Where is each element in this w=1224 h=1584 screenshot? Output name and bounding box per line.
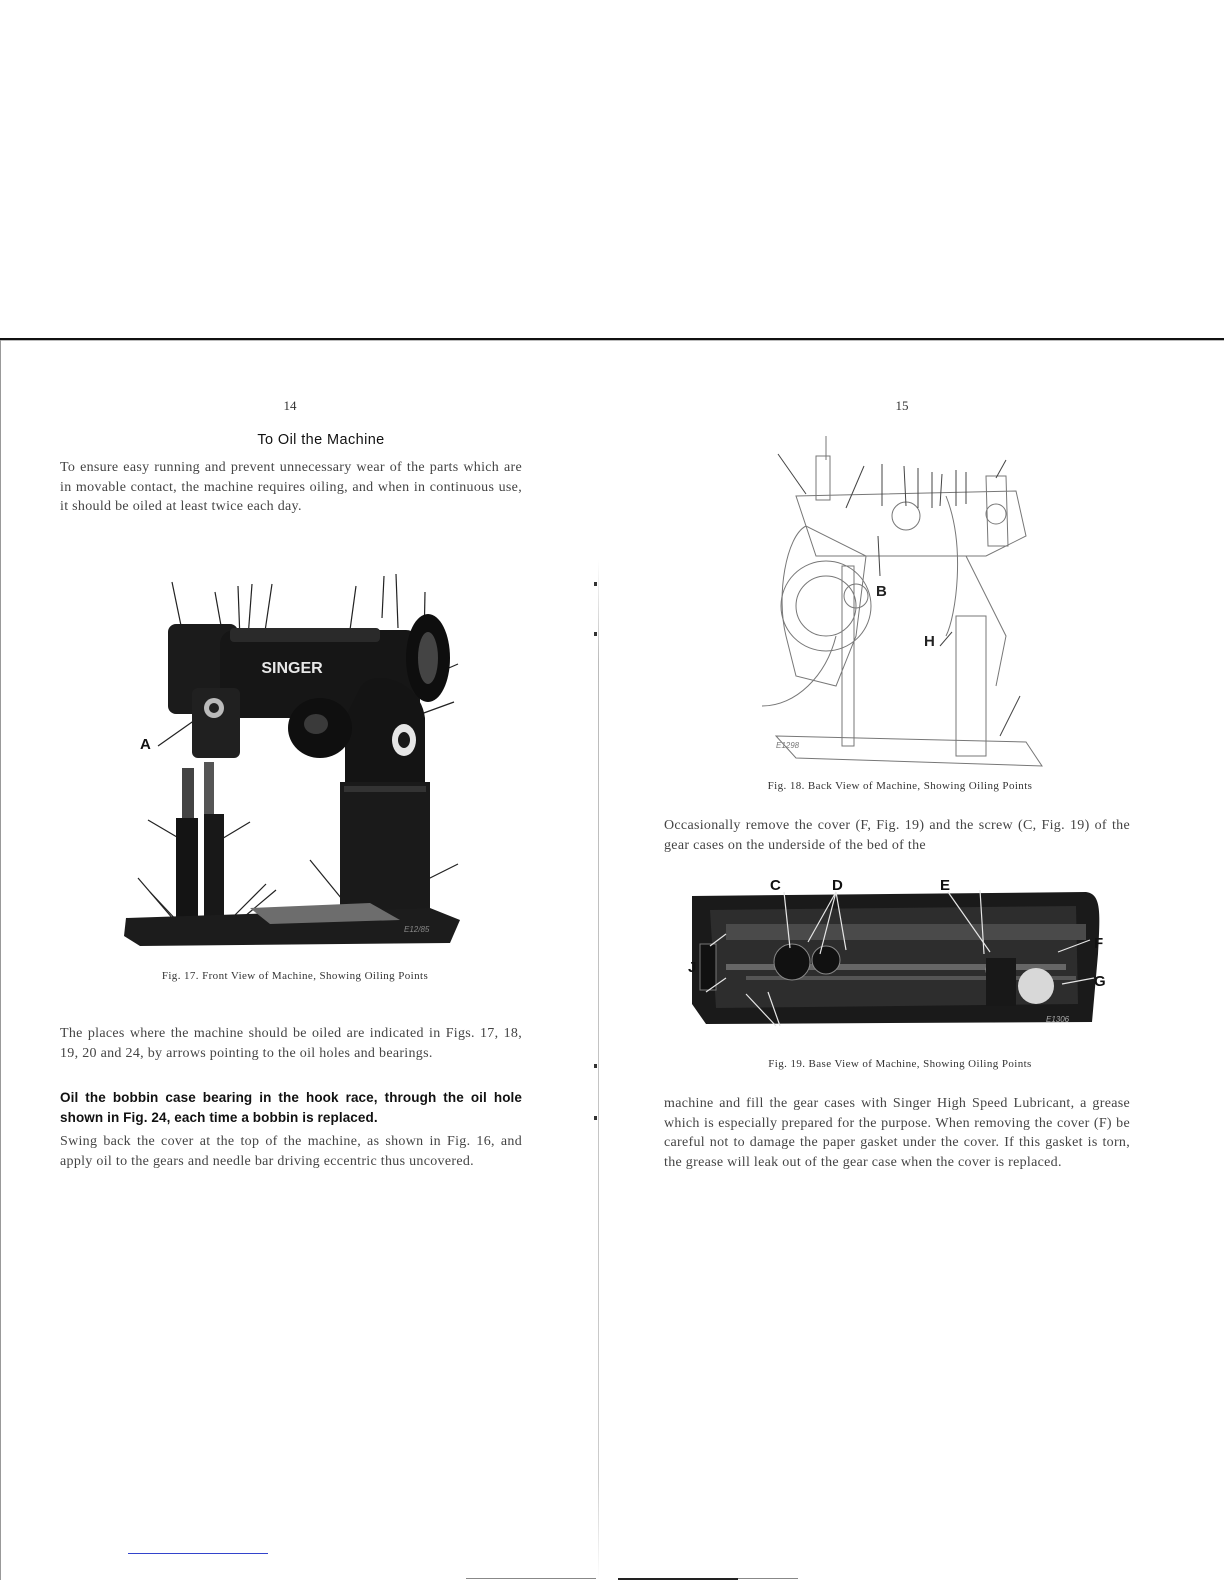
callout-label-j: J (688, 959, 697, 976)
top-rule-shadow (0, 340, 1224, 341)
bobbin-paragraph: Oil the bobbin case bearing in the hook race, through the oil hole shown in Fig. 24, each time a bobbin is replaced. (60, 1090, 522, 1125)
spine-mark (594, 1064, 597, 1068)
callout-label: A (140, 736, 151, 753)
book-spine (598, 560, 599, 1580)
plate-code: E12/85 (404, 925, 430, 934)
spine-mark (594, 632, 597, 636)
bottom-rule-right (618, 1578, 738, 1580)
figure-caption: Fig. 18. Back View of Machine, Showing Oiling Points (767, 780, 1033, 792)
callout-label-c: C (770, 877, 781, 894)
callout-label-d: D (832, 877, 843, 894)
link-underline[interactable] (128, 1553, 268, 1554)
swing-paragraph: Swing back the cover at the top of the machine, as shown in Fig. 16, and apply oil to the gears and needle bar driving eccentric thus uncovered. (60, 1134, 522, 1169)
spine-mark (594, 1116, 597, 1120)
figure-caption: Fig. 17. Front View of Machine, Showing Oiling Points (161, 970, 429, 982)
callout-label-f: F (1094, 935, 1104, 952)
plate-code: E1298 (776, 741, 800, 750)
left-page-edge (0, 340, 1, 1580)
plate-code: E1306 (1046, 1015, 1070, 1024)
base-view-figure (686, 874, 1110, 1034)
callout-label-g: G (1094, 973, 1106, 990)
callout-label-e: E (940, 877, 951, 894)
bottom-rule-left (466, 1578, 596, 1579)
front-view-figure (120, 568, 470, 953)
singer-brand-text: SINGER (261, 660, 323, 677)
intro-paragraph: To ensure easy running and prevent unnecessary wear of the parts which are in movable contact, the machine requires oiling, and when in continuous use, it should be oiled at least twice each day. (60, 460, 522, 514)
callout-label-h: H (924, 633, 935, 650)
lubricant-paragraph: machine and fill the gear cases with Singer High Speed Lubricant, a grease which is especially prepared for the purpose. When removing the cover (F) be careful not to damage the paper gasket under the cover. If this gasket is torn, the grease will leak out of the gear case when the cover is replaced. (664, 1096, 1130, 1170)
page-number-right: 15 (895, 398, 909, 413)
bottom-rule-right-tail (738, 1578, 798, 1579)
page-number-left: 14 (283, 398, 297, 413)
spine-mark (594, 582, 597, 586)
back-view-figure (756, 436, 1056, 776)
section-heading: To Oil the Machine (257, 432, 385, 448)
occasionally-paragraph: Occasionally remove the cover (F, Fig. 19) and the screw (C, Fig. 19) of the gear cases on the underside of the bed of the (664, 818, 1130, 853)
callout-label-b: B (876, 583, 887, 600)
figure-caption: Fig. 19. Base View of Machine, Showing Oiling Points (768, 1058, 1032, 1070)
places-paragraph: The places where the machine should be oiled are indicated in Figs. 17, 18, 19, 20 and 24, by arrows pointing to the oil holes and bearings. (60, 1026, 522, 1061)
